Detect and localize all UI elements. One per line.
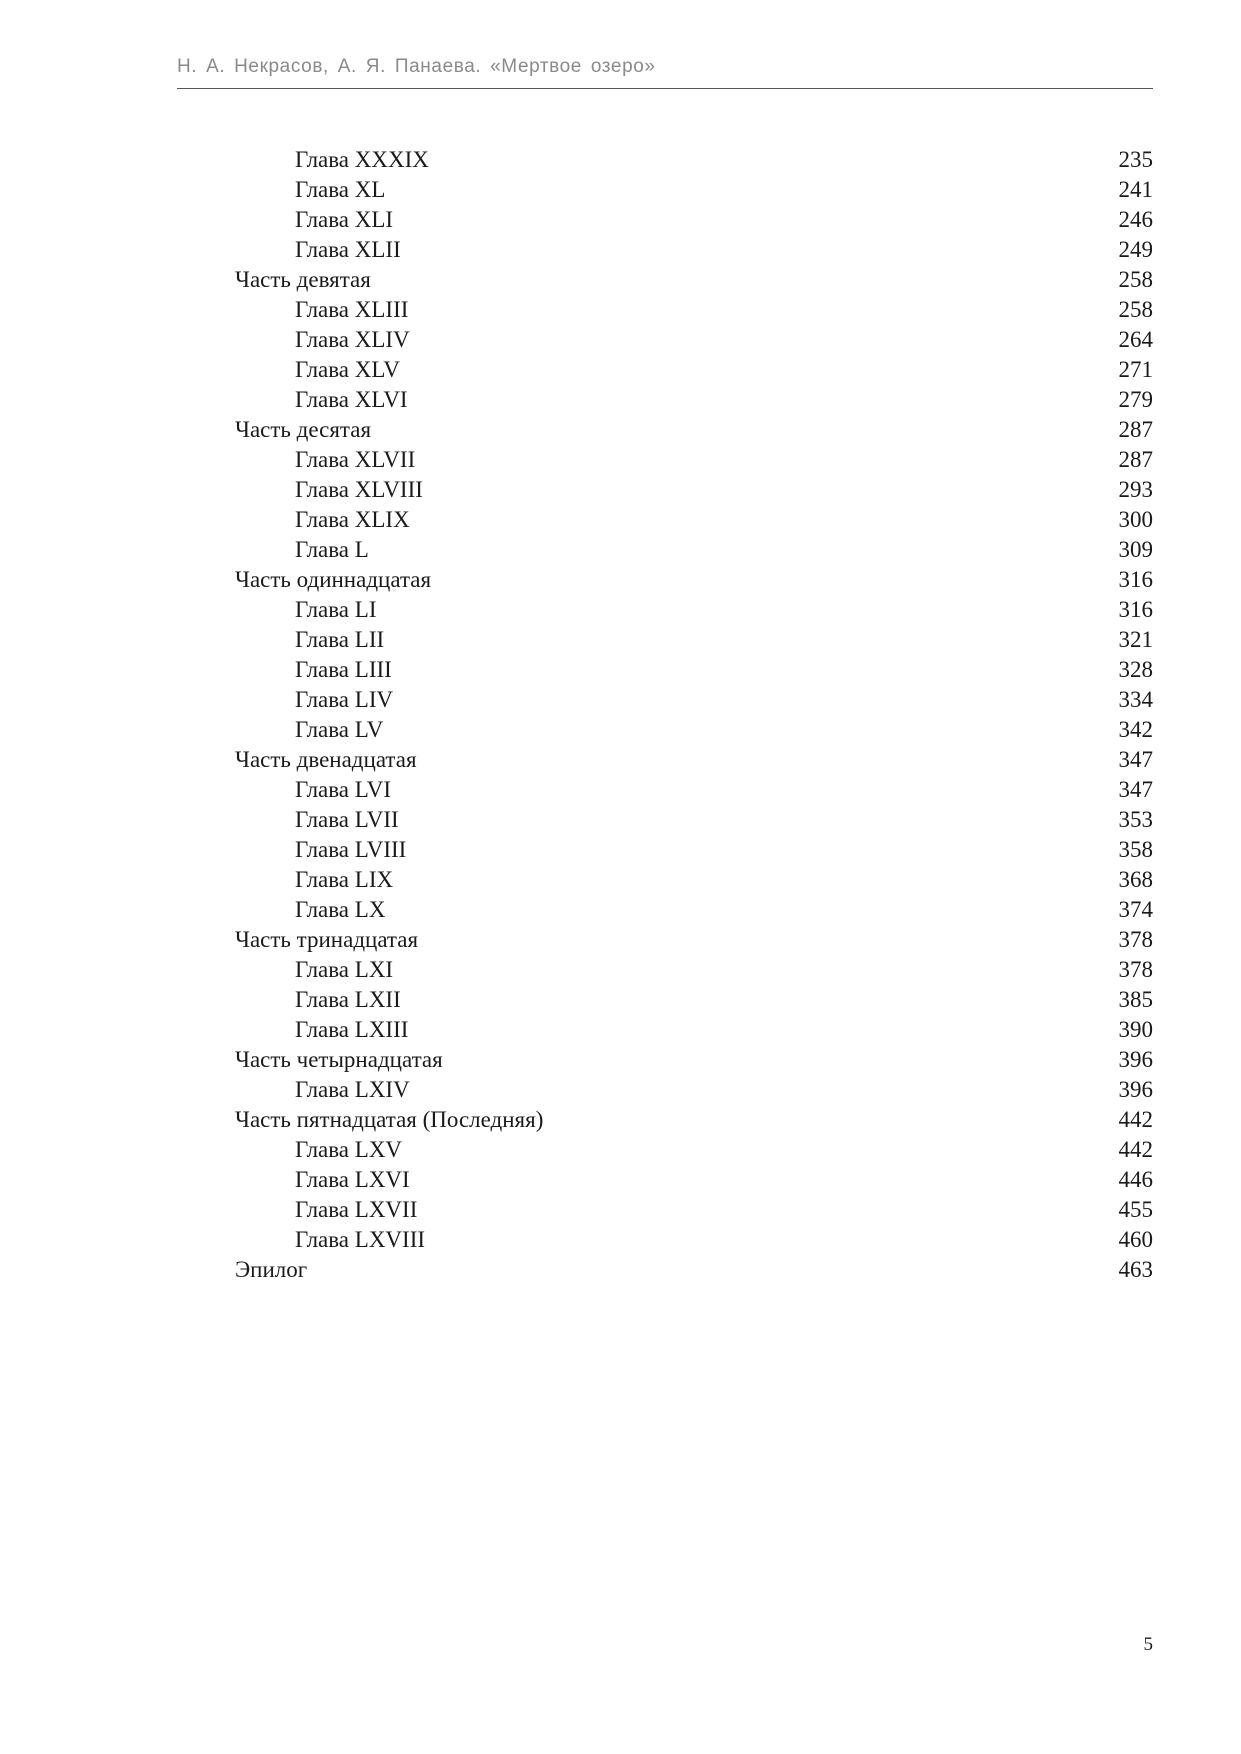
toc-chapter-entry[interactable]: [235, 1165, 1153, 1195]
toc-chapter-entry[interactable]: [235, 805, 1153, 835]
toc-entry-page: 235: [1118, 147, 1153, 172]
toc-entry-page: 446: [1118, 1167, 1153, 1192]
toc-entry-page: 321: [1118, 627, 1153, 652]
toc-entry-page: 396: [1118, 1047, 1153, 1072]
toc-chapter-entry[interactable]: [235, 475, 1153, 505]
toc-entry-page: 368: [1118, 867, 1153, 892]
toc-entry-title: Глава XLIV: [295, 327, 410, 352]
table-of-contents: [235, 145, 1153, 1285]
toc-entry-page: 442: [1118, 1107, 1153, 1132]
toc-entry-title: Глава LVIII: [295, 837, 407, 862]
toc-part-entry[interactable]: [235, 1045, 1153, 1075]
toc-chapter-entry[interactable]: [235, 235, 1153, 265]
toc-entry-title: Глава LXV: [295, 1137, 403, 1162]
toc-entry-page: 246: [1118, 207, 1153, 232]
toc-chapter-entry[interactable]: [235, 505, 1153, 535]
toc-chapter-entry[interactable]: [235, 985, 1153, 1015]
toc-part-entry[interactable]: [235, 265, 1153, 295]
toc-chapter-entry[interactable]: [235, 775, 1153, 805]
toc-entry-page: 264: [1118, 327, 1153, 352]
toc-chapter-entry[interactable]: [235, 865, 1153, 895]
toc-chapter-entry[interactable]: [235, 955, 1153, 985]
toc-entry-title: Часть девятая: [235, 267, 371, 292]
toc-part-entry[interactable]: [235, 415, 1153, 445]
header-divider: [177, 88, 1153, 89]
toc-chapter-entry[interactable]: [235, 1015, 1153, 1045]
toc-entry-title: Глава LXI: [295, 957, 394, 982]
toc-entry-title: Глава L: [295, 537, 369, 562]
toc-chapter-entry[interactable]: [235, 1135, 1153, 1165]
toc-entry-title: Глава XLIX: [295, 507, 410, 532]
toc-chapter-entry[interactable]: [235, 625, 1153, 655]
toc-chapter-entry[interactable]: [235, 325, 1153, 355]
toc-chapter-entry[interactable]: [235, 655, 1153, 685]
toc-entry-title: Глава LXIV: [295, 1077, 410, 1102]
toc-entry-page: 287: [1118, 417, 1153, 442]
toc-entry-page: 241: [1118, 177, 1153, 202]
toc-entry-page: 316: [1118, 567, 1153, 592]
toc-entry-page: 271: [1118, 357, 1153, 382]
toc-entry-page: 347: [1118, 777, 1153, 802]
toc-part-entry[interactable]: [235, 745, 1153, 775]
toc-entry-title: Глава XL: [295, 177, 386, 202]
toc-part-entry[interactable]: [235, 565, 1153, 595]
toc-entry-title: Глава LVII: [295, 807, 399, 832]
toc-entry-title: Глава LX: [295, 897, 386, 922]
toc-entry-page: 385: [1118, 987, 1153, 1012]
toc-chapter-entry[interactable]: [235, 1195, 1153, 1225]
toc-entry-page: 378: [1118, 927, 1153, 952]
toc-entry-title: Глава LXVI: [295, 1167, 410, 1192]
toc-chapter-entry[interactable]: [235, 295, 1153, 325]
toc-entry-page: 374: [1118, 897, 1153, 922]
toc-entry-title: Глава LII: [295, 627, 385, 652]
toc-entry-title: Глава LXIII: [295, 1017, 409, 1042]
toc-part-entry[interactable]: [235, 1105, 1153, 1135]
toc-entry-page: 390: [1118, 1017, 1153, 1042]
toc-entry-title: Глава LXVII: [295, 1197, 418, 1222]
toc-entry-page: 358: [1118, 837, 1153, 862]
toc-chapter-entry[interactable]: [235, 715, 1153, 745]
toc-chapter-entry[interactable]: [235, 895, 1153, 925]
toc-entry-page: 300: [1118, 507, 1153, 532]
toc-entry-page: 342: [1118, 717, 1153, 742]
toc-chapter-entry[interactable]: [235, 385, 1153, 415]
toc-entry-title: Эпилог: [235, 1257, 308, 1282]
toc-entry-title: Часть четырнадцатая: [235, 1047, 443, 1072]
toc-chapter-entry[interactable]: [235, 445, 1153, 475]
toc-entry-page: 455: [1118, 1197, 1153, 1222]
toc-entry-page: 258: [1118, 297, 1153, 322]
toc-chapter-entry[interactable]: [235, 685, 1153, 715]
toc-chapter-entry[interactable]: [235, 1225, 1153, 1255]
page-number: 5: [1143, 1634, 1153, 1655]
toc-entry-title: Глава LIX: [295, 867, 394, 892]
toc-entry-title: Глава XLIII: [295, 297, 409, 322]
toc-entry-title: Глава LV: [295, 717, 384, 742]
toc-entry-title: Глава XXXIX: [295, 147, 429, 172]
toc-entry-title: Часть тринадцатая: [235, 927, 419, 952]
toc-entry-page: 442: [1118, 1137, 1153, 1162]
toc-entry-title: Глава XLV: [295, 357, 400, 382]
toc-entry-page: 334: [1118, 687, 1153, 712]
toc-entry-title: Глава LIV: [295, 687, 394, 712]
toc-entry-title: Глава XLVII: [295, 447, 416, 472]
toc-part-entry[interactable]: [235, 1255, 1153, 1285]
toc-entry-page: 463: [1118, 1257, 1153, 1282]
toc-entry-page: 258: [1118, 267, 1153, 292]
toc-entry-title: Глава LXII: [295, 987, 401, 1012]
toc-chapter-entry[interactable]: [235, 355, 1153, 385]
toc-entry-title: Глава LXVIII: [295, 1227, 426, 1252]
toc-chapter-entry[interactable]: [235, 835, 1153, 865]
toc-entry-title: Глава XLVI: [295, 387, 408, 412]
toc-entry-page: 249: [1118, 237, 1153, 262]
toc-entry-page: 396: [1118, 1077, 1153, 1102]
toc-entry-title: Глава XLI: [295, 207, 394, 232]
toc-entry-title: Глава LVI: [295, 777, 391, 802]
toc-entry-title: Глава LI: [295, 597, 377, 622]
toc-chapter-entry[interactable]: [235, 1075, 1153, 1105]
toc-entry-page: 460: [1118, 1227, 1153, 1252]
toc-entry-page: 316: [1118, 597, 1153, 622]
toc-entry-page: 378: [1118, 957, 1153, 982]
toc-entry-title: Часть двенадцатая: [235, 747, 417, 772]
toc-entry-title: Часть одиннадцатая: [235, 567, 432, 592]
toc-entry-title: Глава XLII: [295, 237, 401, 262]
toc-chapter-entry[interactable]: [235, 595, 1153, 625]
toc-entry-page: 279: [1118, 387, 1153, 412]
toc-entry-title: Часть десятая: [235, 417, 372, 442]
toc-entry-page: 328: [1118, 657, 1153, 682]
toc-entry-page: 309: [1118, 537, 1153, 562]
toc-chapter-entry[interactable]: [235, 535, 1153, 565]
toc-entry-page: 293: [1118, 477, 1153, 502]
toc-entry-title: Глава XLVIII: [295, 477, 423, 502]
toc-entry-page: 347: [1118, 747, 1153, 772]
toc-entry-page: 353: [1118, 807, 1153, 832]
toc-chapter-entry[interactable]: [235, 205, 1153, 235]
toc-entry-title: Глава LIII: [295, 657, 392, 682]
toc-chapter-entry[interactable]: [235, 175, 1153, 205]
toc-chapter-entry[interactable]: [235, 145, 1153, 175]
toc-part-entry[interactable]: [235, 925, 1153, 955]
toc-entry-title: Часть пятнадцатая (Последняя): [235, 1107, 544, 1132]
toc-entry-page: 287: [1118, 447, 1153, 472]
running-header: Н. А. Некрасов, А. Я. Панаева. «Мертвое озеро»: [177, 56, 656, 77]
